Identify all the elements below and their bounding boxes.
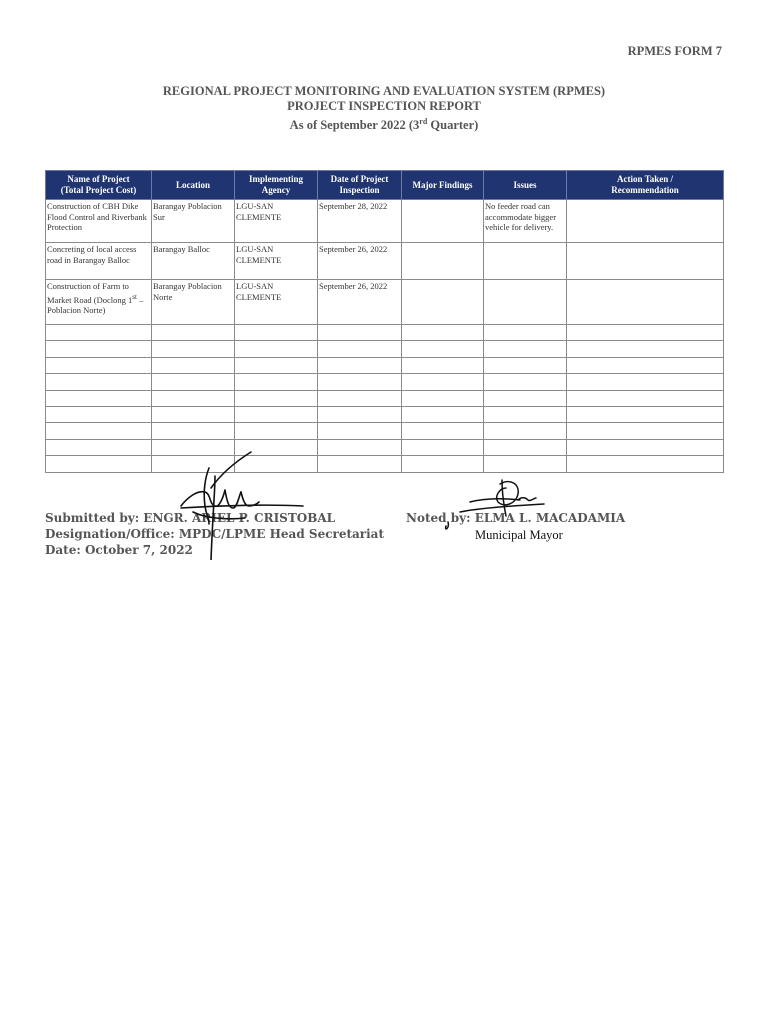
- cell-location: Barangay Poblacion Sur: [152, 200, 235, 243]
- noted-by: Noted by: ELMA L. MACADAMIA: [406, 511, 626, 525]
- title-line-3: As of September 2022 (3rd Quarter): [289, 117, 479, 133]
- mayor-title: Municipal Mayor: [475, 528, 563, 542]
- cell-project: Concreting of local access road in Barangay Balloc: [46, 243, 152, 280]
- cell-action: [567, 243, 724, 280]
- col-header-findings: Major Findings: [402, 171, 484, 200]
- cell-issues: [484, 243, 567, 280]
- blank-row: [46, 423, 724, 439]
- title-line-2: PROJECT INSPECTION REPORT: [287, 99, 481, 113]
- inspection-table: [45, 170, 724, 473]
- table-row: [46, 243, 724, 280]
- cell-date: September 26, 2022: [318, 280, 402, 325]
- cell-date: September 28, 2022: [318, 200, 402, 243]
- cell-findings: [402, 200, 484, 243]
- cell-date: September 26, 2022: [318, 243, 402, 280]
- cell-agency: LGU-SAN CLEMENTE: [235, 200, 318, 243]
- cell-action: [567, 280, 724, 325]
- mayor-signature: [440, 476, 552, 536]
- blank-row: [46, 439, 724, 455]
- cell-action: [567, 200, 724, 243]
- submitted-by: Submitted by: ENGR. ARIEL P. CRISTOBAL: [45, 511, 336, 525]
- cell-agency: LGU-SAN CLEMENTE: [235, 243, 318, 280]
- cell-findings: [402, 243, 484, 280]
- form-number: RPMES FORM 7: [627, 44, 722, 58]
- blank-row: [46, 341, 724, 357]
- title-line-1: REGIONAL PROJECT MONITORING AND EVALUATION SYSTEM (RPMES): [162, 84, 606, 98]
- cell-location: Barangay Balloc: [152, 243, 235, 280]
- col-header-date: Date of Project Inspection: [318, 171, 402, 200]
- col-header-location: Location: [152, 171, 235, 200]
- cell-location: Barangay Poblacion Norte: [152, 280, 235, 325]
- cell-agency: LGU-SAN CLEMENTE: [235, 280, 318, 325]
- table-row: [46, 280, 724, 325]
- cell-findings: [402, 280, 484, 325]
- blank-row: [46, 406, 724, 422]
- col-header-issues: Issues: [484, 171, 567, 200]
- cell-project: Construction of CBH Dike Flood Control and Riverbank Protection: [46, 200, 152, 243]
- table-header-row: [46, 171, 724, 200]
- submitted-by-block: [45, 510, 384, 558]
- table-row: [46, 200, 724, 243]
- cell-issues: No feeder road can accommodate bigger vehicle for delivery.: [484, 200, 567, 243]
- col-header-action: Action Taken / Recommendation: [567, 171, 724, 200]
- report-title: [0, 84, 768, 133]
- blank-row: [46, 325, 724, 341]
- blank-row: [46, 357, 724, 373]
- designation-office: Designation/Office: MPDC/LPME Head Secretariat: [45, 527, 384, 541]
- col-header-project: Name of Project (Total Project Cost): [46, 171, 152, 200]
- col-header-agency: Implementing Agency: [235, 171, 318, 200]
- blank-row: [46, 456, 724, 472]
- blank-row: [46, 390, 724, 406]
- cell-project: Construction of Farm to Market Road (Doclong 1st – Poblacion Norte): [46, 280, 152, 325]
- blank-row: [46, 374, 724, 390]
- submission-date: Date: October 7, 2022: [45, 543, 193, 557]
- cell-issues: [484, 280, 567, 325]
